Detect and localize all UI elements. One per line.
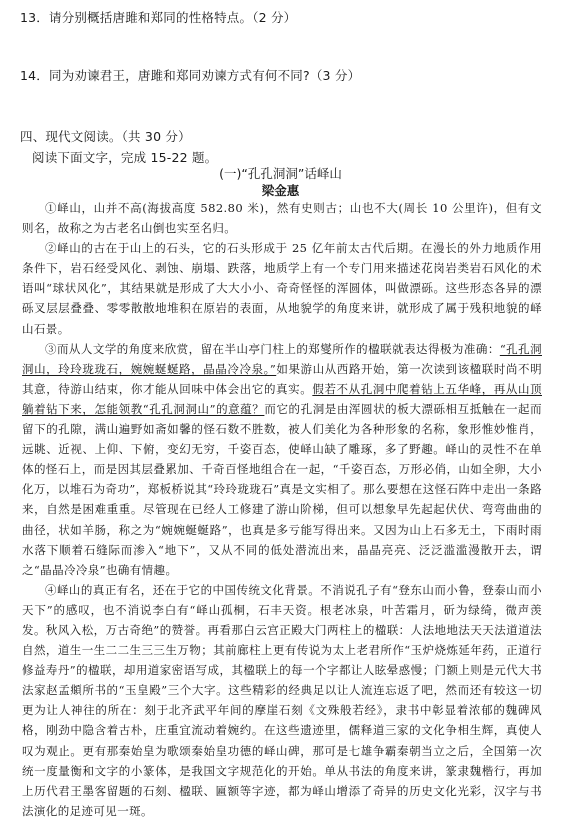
underlined-couplet: “孔孔洞洞山，玲玲珑珑石，婉婉蜒蜒路，晶晶冷冷泉。” xyxy=(22,341,542,376)
paragraph-2: ②峄山的古在于山上的石头，它的石头形成于 25 亿年前太古代后期。在漫长的外力地质作用条件下，岩石经受风化、剥蚀、崩塌、跌落，地质学上有一个专门用来描述花岗岩类岩石风化的术语叫“球状风化”，其结果就是形成了大大小小、奇奇怪怪的浑圆体，叫做漂砾。这些形态各异的漂砾叉层层叠叠、零零散散地堆积在原岩的表面，从地貌学的角度来讲，就形成了属于残积地貌的峄山石景。 xyxy=(22,241,542,336)
paragraph-3-middle: 如果游山从西路开始，第一次读到该楹联时尚不明其意，待游山结束，你才能从回味中体会出它的真实。 xyxy=(22,361,542,396)
article-title: (一)“孔孔洞洞”话峄山 xyxy=(219,166,342,181)
paragraph-1: ①峄山，山并不高(海拔高度 582.80 米)，然有史则古；山也不大(周长 10 公里许)，但有文则名，故称之为古老名山倒也实至名归。 xyxy=(22,201,542,236)
question-13: 13．请分别概括唐雎和郑同的性格特点。（2 分） xyxy=(20,10,297,25)
paragraph-3 xyxy=(22,339,542,580)
question-14: 14．同为劝谏君王，唐雎和郑同劝谏方式有何不同?（3 分） xyxy=(20,68,361,83)
article-author: 梁金惠 xyxy=(261,183,300,198)
section-heading: 四、现代文阅读。（共 30 分） xyxy=(20,129,191,144)
reading-instruction: 阅读下面文字，完成 15-22 题。 xyxy=(32,150,218,165)
article-body xyxy=(22,198,542,821)
paragraph-4: ④峄山的真正有名，还在于它的中国传统文化背景。不消说孔子有“登东山而小鲁，登泰山而小天下”的感叹，也不消说李白有“峄山孤桐，石丰天资。根老冰泉，叶苦霜月，斫为绿绮，微声羡发。秋风入松，万古奇绝”的赞誉。再看那白云宫正殿大门两柱上的楹联：人法地地法天天法道道法自然，道生一生二二生三三生万物；其前廊柱上更有传说为太上老君所作“玉炉烧炼延年药，正道行修益寿丹”的楹联，却用道家密语写成，其楹联上的每一个字都让人眩晕惑慢；门额上则是元代大书法家赵孟頫所书的“玉皇殿”三个大字。这些精彩的经典足以让人流连忘返了吧，然而还有较这一切更为让人神往的所在：刻于北齐武平年间的摩崖石刻《文殊般若经》，隶书中彰显着浓郁的魏碑风格，刚劲中隐含着古朴，庄重宜流动着婉约。在这些遗迹里，儒释道三家的文化争相生辉，真使人叹为观止。更有那秦始皇为歌颂秦始皇功德的峄山碑，那可是七雄争霸秦朝当立之后，全国第一次统一度量衡和文字的小篆体，是我国文字规范化的开始。单从书法的角度来讲，篆隶魏楷行，再加上历代君王墨客留题的石刻、楹联、匾额等字迹，都为峄山增添了奇异的历史文化光彩，汉字与书法演化的足迹可见一斑。 xyxy=(22,582,542,818)
paragraph-3-rest: 而它的孔洞是由浑圆状的板大漂砾相互抵触在一起而留下的孔隙，满山遍野如斋如馨的怪石数不胜数，被人们美化为各种形象的名称，象形惟妙惟肖，远眺、近视、上仰、下俯，变幻无穷，千姿百态，使峄山缺了雕琢，多了野趣。峄山的灵性不在单体的怪石上，而是因其层叠累加、千奇百怪地组合在一起，“千姿百态，万形必俏，山如全卵，大小化万，以堆石为奇功”，郑板桥说其“玲玲珑珑石”真是文实相了。那么要想在这怪石阵中走出一条路来，自然是困难重重。尽管现在已经人工修建了游山阶梯，但可以想象早先起起伏伏、弯弯曲曲的曲径，状如羊肠，称之为“婉婉蜒蜒路”，也真是多亏能写得出来。又因为山上石多无土，下雨时雨水落下顺着石缝际而渗入“地下”，又从不同的低处潜流出来，晶晶亮亮、泛泛滥滥漫散开去，谓之“晶晶冷冷泉”也确有情趣。 xyxy=(22,401,542,577)
underlined-question: 假若不从孔洞中爬着钻上五华峰，再从山顶躺着钻下来，怎能领教“孔孔洞洞山”的意蕴？ xyxy=(22,381,542,416)
paragraph-3-intro: ③而从人文学的角度来欣赏，留在半山亭门柱上的郑燮所作的楹联就表达得极为准确： xyxy=(45,341,500,356)
